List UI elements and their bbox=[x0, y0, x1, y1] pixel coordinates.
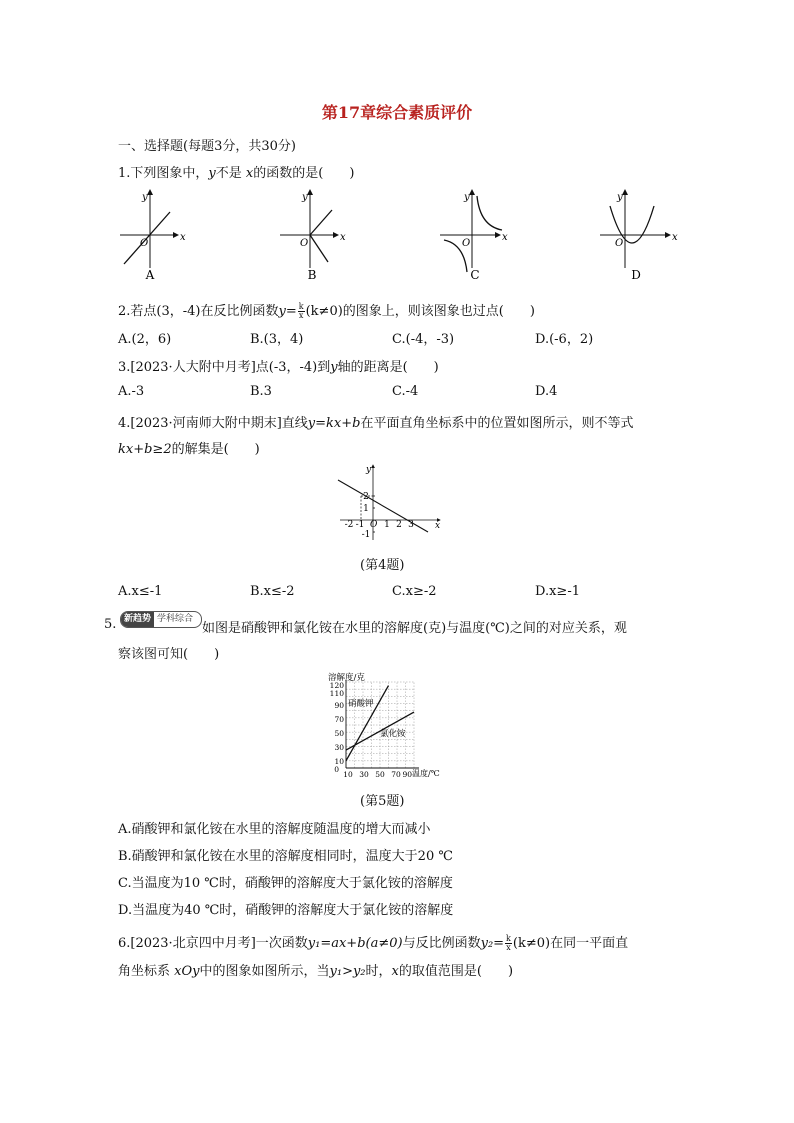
q4-graph-tick-xm1: -1 bbox=[355, 520, 365, 530]
question-6-line2 bbox=[118, 960, 513, 979]
q6-line2-mid2: 时， bbox=[365, 964, 392, 979]
q6-line2-mid: 中的图象如图所示，当 bbox=[199, 964, 330, 979]
q2-var-y: y bbox=[278, 304, 286, 319]
q4-graph-tick-x2: 2 bbox=[396, 520, 402, 530]
q5-xtick-10: 10 bbox=[343, 770, 353, 779]
graph-a-y-label: y bbox=[142, 192, 148, 203]
q1-text-post: 的函数的是( ) bbox=[253, 166, 355, 181]
graph-b bbox=[280, 190, 346, 282]
page-title: 第17章综合素质评价 bbox=[321, 103, 473, 122]
q5-xtick-30: 30 bbox=[359, 770, 369, 779]
q6-var-x: x bbox=[391, 964, 399, 979]
q5-ytick-70: 70 bbox=[334, 715, 344, 724]
question-1 bbox=[118, 162, 354, 181]
q1-text-mid: 不是 bbox=[215, 166, 242, 181]
q5-ytick-110: 110 bbox=[329, 689, 344, 698]
q5-text-line2: 察该图可知( ) bbox=[118, 647, 220, 662]
q1-text-pre: 1.下列图象中， bbox=[118, 166, 209, 181]
q6-paren: (k≠0) bbox=[512, 936, 551, 951]
q2-option-d[interactable]: D.(-6，2) bbox=[535, 332, 594, 347]
q5-ytick-90: 90 bbox=[334, 701, 344, 710]
q6-condition: y₁>y₂ bbox=[329, 964, 366, 979]
q2-option-a[interactable]: A.(2，6) bbox=[118, 332, 172, 347]
q5-number: 5. bbox=[104, 617, 117, 632]
q3-text-pre: 3.[2023·人大附中月考]点(-3，-4)到 bbox=[118, 360, 331, 375]
q3-text-post: 轴的距离是( ) bbox=[337, 360, 439, 375]
q4-text-pre: 4.[2023·河南师大附中期末]直线 bbox=[118, 416, 308, 431]
q4-graph-tick-xm2: -2 bbox=[344, 520, 354, 530]
q5-trend-badge bbox=[120, 611, 202, 628]
q4-graph-tick-ym1: -1 bbox=[361, 530, 371, 540]
q5-ytick-0: 0 bbox=[334, 765, 339, 774]
q4-graph bbox=[336, 462, 446, 544]
graph-a bbox=[120, 190, 186, 282]
q5-xtick-70: 70 bbox=[391, 770, 401, 779]
section-heading: 一、选择题(每题3分，共30分) bbox=[118, 139, 296, 154]
q2-paren: (k≠0) bbox=[305, 304, 343, 319]
q5-badge-interdisciplinary: 学科综合 bbox=[157, 614, 194, 624]
question-3 bbox=[118, 356, 439, 375]
graph-b-origin: O bbox=[300, 238, 309, 249]
q4-option-a[interactable]: A.x≤-1 bbox=[118, 584, 163, 599]
graph-d-origin: O bbox=[615, 238, 624, 249]
graph-d-x-label: x bbox=[672, 232, 678, 243]
q5-ytick-50: 50 bbox=[334, 729, 344, 738]
question-2 bbox=[118, 300, 535, 320]
q5-option-c[interactable]: C.当温度为10 ℃时，硝酸钾的溶解度大于氯化铵的溶解度 bbox=[118, 876, 453, 891]
q5-badge-new-trend: 新趋势 bbox=[121, 612, 154, 627]
graph-d-y-label: y bbox=[617, 192, 623, 203]
q5-ytick-30: 30 bbox=[334, 743, 344, 752]
graph-c-label: C bbox=[470, 268, 480, 282]
q4-graph-tick-y2: 2 bbox=[363, 492, 369, 502]
q4-caption: (第4题) bbox=[360, 558, 405, 573]
graph-a-origin: O bbox=[140, 238, 149, 249]
q3-option-d[interactable]: D.4 bbox=[535, 384, 558, 399]
q2-fraction bbox=[298, 303, 305, 320]
q2-option-b[interactable]: B.(3，4) bbox=[250, 332, 304, 347]
q5-ytick-10: 10 bbox=[334, 757, 344, 766]
graph-b-label: B bbox=[307, 268, 317, 282]
q4-text-post: 在平面直角坐标系中的位置如图所示，则不等式 bbox=[360, 416, 634, 431]
question-4-line2 bbox=[118, 438, 260, 457]
q2-text-pre: 2.若点(3，-4)在反比例函数 bbox=[118, 304, 279, 319]
q5-xtick-90: 90 bbox=[402, 770, 412, 779]
graph-c bbox=[440, 190, 508, 282]
q5-text: 如图是硝酸钾和氯化铵在水里的溶解度(克)与温度(℃)之间的对应关系，观 bbox=[202, 621, 627, 636]
question-6 bbox=[118, 932, 628, 952]
q4-graph-x-label: x bbox=[435, 521, 441, 531]
q2-text-post: 的图象上，则该图象也过点( ) bbox=[342, 304, 535, 319]
graph-a-x-label: x bbox=[180, 232, 186, 243]
q4-option-c[interactable]: C.x≥-2 bbox=[392, 584, 437, 599]
q5-chart bbox=[324, 670, 454, 782]
graph-c-x-label: x bbox=[502, 232, 508, 243]
q6-fraction bbox=[505, 935, 512, 952]
q4-graph-origin: O bbox=[370, 520, 378, 530]
q5-xtick-50: 50 bbox=[375, 770, 385, 779]
q5-caption: (第5题) bbox=[360, 794, 405, 809]
q2-eq: = bbox=[285, 304, 297, 319]
q1-var-y: y bbox=[208, 166, 216, 181]
q5-option-a[interactable]: A.硝酸钾和氯化铵在水里的溶解度随温度的增大而减小 bbox=[118, 822, 431, 837]
q5-chart-xlabel: 温度/℃ bbox=[412, 769, 440, 778]
q4-expr: y=kx+b bbox=[307, 416, 361, 431]
series-potassium-nitrate-line bbox=[346, 686, 389, 761]
q6-frac-den: x bbox=[506, 943, 511, 952]
q3-option-b[interactable]: B.3 bbox=[250, 384, 272, 399]
q4-graph-tick-x3: 3 bbox=[408, 520, 414, 530]
q6-text-post: 在同一平面直 bbox=[550, 936, 629, 951]
q5-option-d[interactable]: D.当温度为40 ℃时，硝酸钾的溶解度大于氯化铵的溶解度 bbox=[118, 903, 454, 918]
graph-d bbox=[600, 190, 678, 282]
graph-a-label: A bbox=[145, 268, 155, 282]
q6-line2-pre: 角坐标系 bbox=[118, 964, 171, 979]
q5-chart-ylabel: 溶解度/克 bbox=[328, 673, 365, 683]
q6-line2-post: 的取值范围是( ) bbox=[398, 964, 514, 979]
q6-xoy: xOy bbox=[174, 964, 200, 979]
q6-linear-func: y₁=ax+b(a≠0) bbox=[307, 936, 403, 951]
q4-option-d[interactable]: D.x≥-1 bbox=[535, 584, 580, 599]
q6-frac-num: k bbox=[506, 934, 511, 943]
graph-c-origin: O bbox=[462, 238, 471, 249]
question-4 bbox=[118, 412, 633, 431]
q4-inequality: kx+b≥2 bbox=[118, 442, 172, 457]
q5-chart-grid bbox=[346, 682, 414, 768]
q4-graph-tick-x1: 1 bbox=[384, 520, 390, 530]
q5-option-b[interactable]: B.硝酸钾和氯化铵在水里的溶解度相同时，温度大于20 ℃ bbox=[118, 849, 453, 864]
q5-ytick-120: 120 bbox=[329, 681, 344, 690]
q4-line2-post: 的解集是( ) bbox=[171, 442, 260, 457]
q5-series-label-potassium-nitrate: 硝酸钾 bbox=[348, 699, 374, 709]
q2-frac-den: x bbox=[298, 311, 304, 320]
q6-text-mid: 与反比例函数 bbox=[402, 936, 481, 951]
graph-b-x-label: x bbox=[340, 232, 346, 243]
q3-option-c[interactable]: C.-4 bbox=[392, 384, 419, 399]
q4-option-b[interactable]: B.x≤-2 bbox=[250, 584, 295, 599]
q5-series-label-ammonium-chloride: 氯化铵 bbox=[380, 729, 406, 739]
q6-text-pre: 6.[2023·北京四中月考]一次函数 bbox=[118, 936, 308, 951]
q4-graph-tick-y1: 1 bbox=[363, 504, 369, 514]
graph-c-y-label: y bbox=[464, 192, 470, 203]
q4-graph-y-label: y bbox=[366, 465, 372, 475]
graph-d-label: D bbox=[631, 268, 641, 282]
graph-b-y-label: y bbox=[302, 192, 308, 203]
q1-var-x: x bbox=[245, 166, 254, 181]
q2-frac-num: k bbox=[298, 302, 304, 311]
q3-option-a[interactable]: A.-3 bbox=[118, 384, 145, 399]
q1-graphs bbox=[118, 182, 718, 282]
q3-var-y: y bbox=[330, 360, 338, 375]
q6-inverse-func: y₂= bbox=[480, 936, 505, 951]
q2-option-c[interactable]: C.(-4，-3) bbox=[392, 332, 455, 347]
